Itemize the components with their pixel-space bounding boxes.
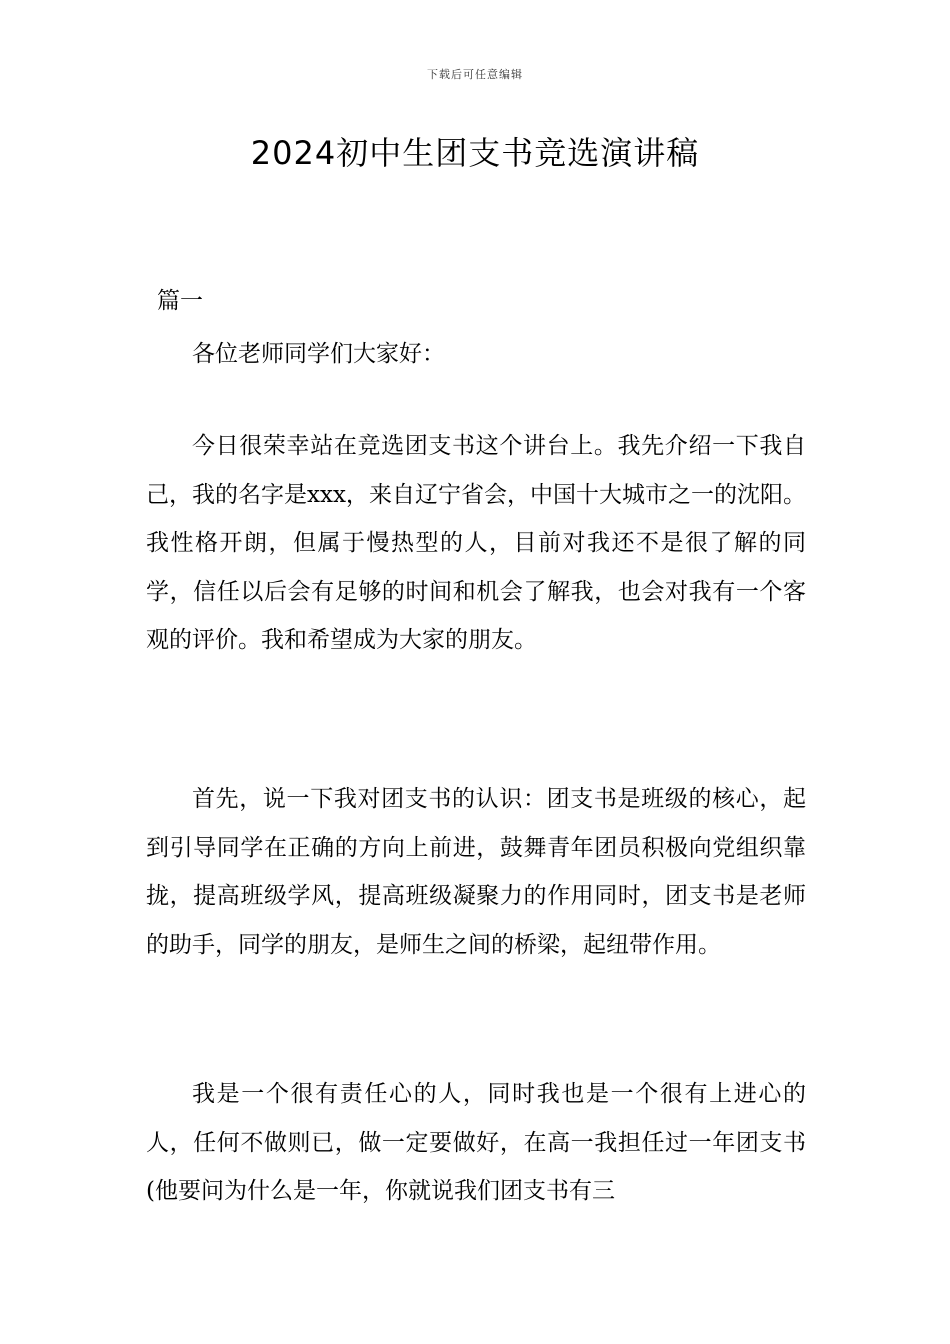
body-paragraph-2: 首先，说一下我对团支书的认识：团支书是班级的核心，起到引导同学在正确的方向上前进，鼓舞青年团员积极向党组织靠拢，提高班级学风，提高班级凝聚力的作用同时，团支书是老师的助手，同学的朋友，是师生之间的桥梁，起纽带作用。 [146, 786, 806, 958]
document-title: 2024初中生团支书竞选演讲稿 [250, 134, 700, 172]
body-paragraph-1: 今日很荣幸站在竞选团支书这个讲台上。我先介绍一下我自己，我的名字是xxx，来自辽宁省会，中国十大城市之一的沈阳。我性格开朗，但属于慢热型的人，目前对我还不是很了解的同学，信任以后会有足够的时间和机会了解我，也会对我有一个客观的评价。我和希望成为大家的朋友。 [146, 433, 806, 653]
greeting-paragraph: 各位老师同学们大家好： [192, 341, 445, 367]
header-note: 下载后可任意编辑 [427, 68, 523, 81]
section-label: 篇一 [157, 288, 203, 314]
body-paragraph-3: 我是一个很有责任心的人，同时我也是一个很有上进心的人，任何不做则已，做一定要做好，在高一我担任过一年团支书(他要问为什么是一年，你就说我们团支书有三 [146, 1081, 806, 1204]
